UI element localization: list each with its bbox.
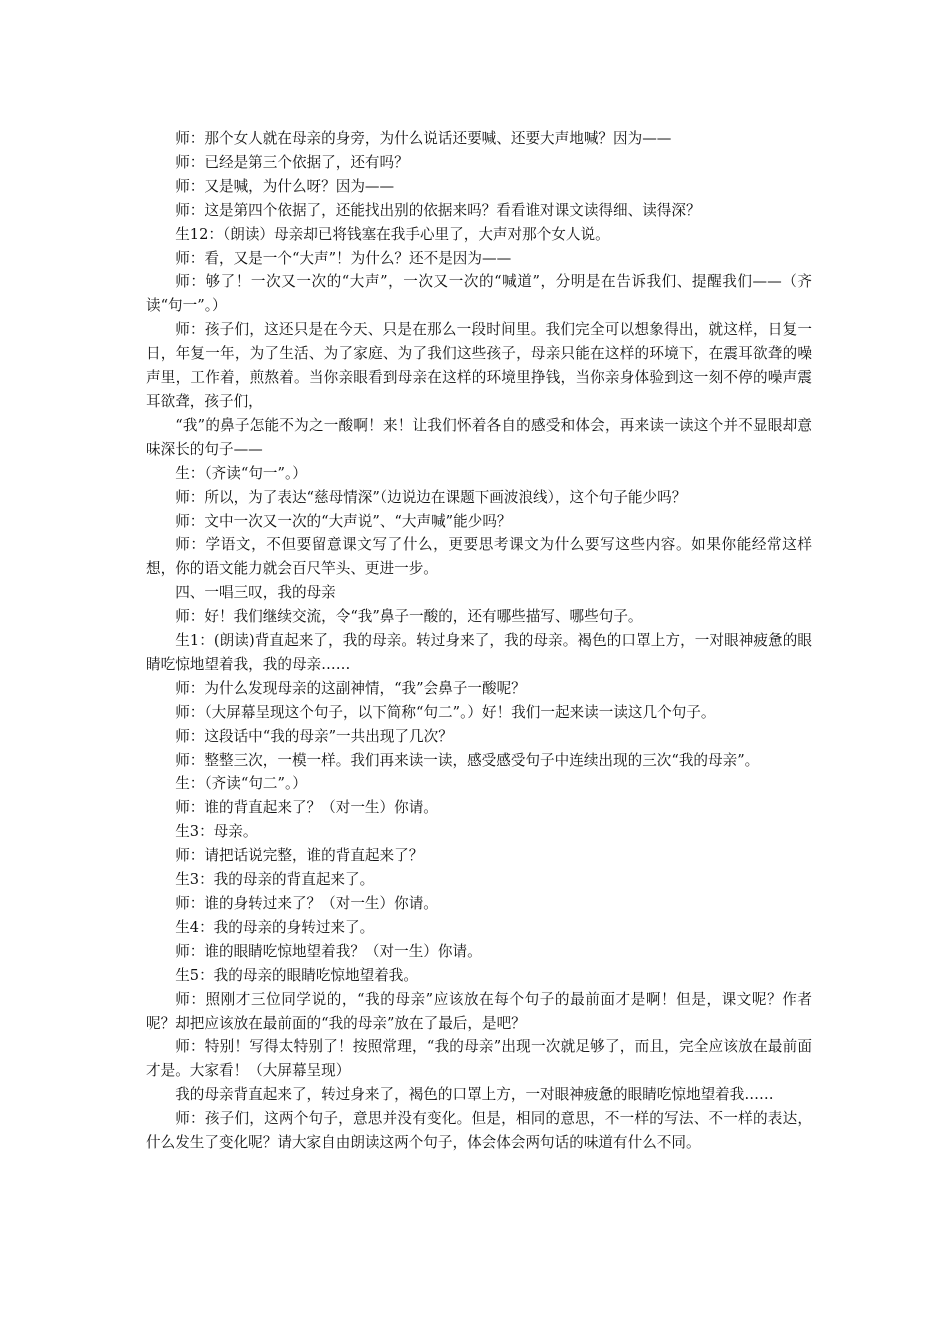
- paragraph: 师：特别！写得太特别了！按照常理，“我的母亲”出现一次就足够了，而且，完全应该放在最前面才是。大家看！（大屏幕呈现）: [146, 1038, 812, 1080]
- paragraph: 师：照刚才三位同学说的，“我的母亲”应该放在每个句子的最前面才是啊！但是，课文呢？作者呢？却把应该放在最前面的“我的母亲”放在了最后，是吧？: [146, 990, 812, 1032]
- paragraph: 生：（齐读“句二”。）: [175, 775, 307, 793]
- paragraph: 师：为什么发现母亲的这副神情，“我”会鼻子一酸呢？: [175, 679, 526, 697]
- paragraph: 师：请把话说完整，谁的背直起来了？: [175, 847, 424, 865]
- paragraph: 生：（齐读“句一”。）: [175, 464, 307, 482]
- paragraph: 师：谁的眼睛吃惊地望着我？（对一生）你请。: [175, 942, 482, 960]
- paragraph: 生5：我的母亲的眼睛吃惊地望着我。: [175, 966, 418, 984]
- paragraph: 生3：母亲。: [175, 823, 258, 841]
- paragraph: 师：所以，为了表达“慈母情深”（边说边在课题下画波浪线），这个句子能少吗？: [175, 488, 687, 506]
- paragraph: 师：孩子们，这两个句子，意思并没有变化。但是，相同的意思，不一样的写法、不一样的表达，什么发生了变化呢？请大家自由朗读这两个句子，体会体会两句话的味道有什么不同。: [146, 1110, 812, 1152]
- paragraph: 师：看，又是一个“大声”！为什么？还不是因为——: [175, 249, 512, 267]
- paragraph: 生3：我的母亲的背直起来了。: [175, 871, 375, 889]
- paragraph: 师：孩子们，这还只是在今天、只是在那么一段时间里。我们完全可以想象得出，就这样，日复一日，年复一年，为了生活、为了家庭、为了我们这些孩子，母亲只能在这样的环境下，在震耳欲聋的噪声里，工作着，煎熬着。当你亲眼看到母亲在这样的环境里挣钱，当你亲身体验到这一刻不停的噪声震耳欲聋，孩子们，: [146, 321, 812, 410]
- paragraph: 师：够了！一次又一次的“大声”，一次又一次的“喊道”，分明是在告诉我们、提醒我们——（齐读“句一”。）: [146, 273, 812, 315]
- paragraph: 师：（大屏幕呈现这个句子，以下简称“句二”。）好！我们一起来读一读这几个句子。: [175, 703, 716, 721]
- paragraph: 生12：（朗读）母亲却已将钱塞在我手心里了，大声对那个女人说。: [175, 225, 610, 243]
- quoted-sentence: 我的母亲背直起来了，转过身来了，褐色的口罩上方，一对眼神疲惫的眼睛吃惊地望着我……: [175, 1086, 774, 1104]
- paragraph: 师：那个女人就在母亲的身旁，为什么说话还要喊、还要大声地喊？因为——: [175, 130, 672, 147]
- document-body: [146, 127, 812, 1155]
- paragraph: 师：谁的身转过来了？（对一生）你请。: [175, 895, 438, 912]
- section-heading: 四、一唱三叹，我的母亲: [175, 584, 336, 602]
- paragraph: 生4：我的母亲的身转过来了。: [175, 918, 375, 936]
- paragraph: 师：好！我们继续交流，令“我”鼻子一酸的，还有哪些描写、哪些句子。: [175, 608, 643, 626]
- paragraph: 师：学语文，不但要留意课文写了什么，更要思考课文为什么要写这些内容。如果你能经常这样想，你的语文能力就会百尺竿头、更进一步。: [146, 536, 812, 578]
- paragraph: “我”的鼻子怎能不为之一酸啊！来！让我们怀着各自的感受和体会，再来读一读这个并不显眼却意味深长的句子——: [146, 416, 812, 458]
- paragraph: 生1：(朗读)背直起来了，我的母亲。转过身来了，我的母亲。褐色的口罩上方，一对眼神疲惫的眼睛吃惊地望着我，我的母亲……: [146, 632, 812, 673]
- paragraph: 师：整整三次，一模一样。我们再来读一读，感受感受句子中连续出现的三次“我的母亲”。: [175, 751, 760, 769]
- paragraph: 师：这是第四个依据了，还能找出别的依据来吗？看看谁对课文读得细、读得深？: [175, 201, 701, 219]
- paragraph: 师：已经是第三个依据了，还有吗？: [175, 153, 409, 171]
- paragraph: 师：又是喊，为什么呀？因为——: [175, 177, 395, 195]
- paragraph: 师：这段话中“我的母亲”一共出现了几次？: [175, 727, 453, 745]
- paragraph: 师：谁的背直起来了？（对一生）你请。: [175, 799, 438, 817]
- paragraph: 师：文中一次又一次的“大声说”、“大声喊”能少吗？: [175, 512, 512, 530]
